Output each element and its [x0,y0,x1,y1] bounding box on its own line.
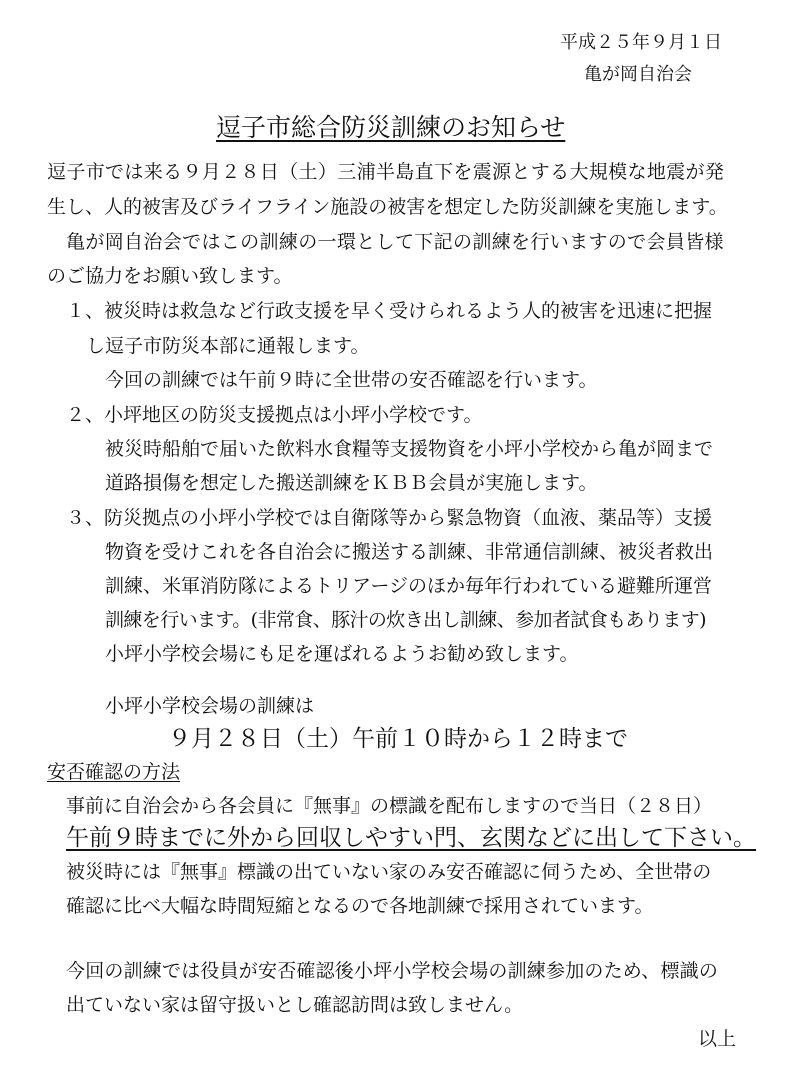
intro-line: 生し、人的被害及びライフライン施設の被害を想定した防災訓練を実施します。 [47,196,728,218]
document-date: 平成２５年９月１日 [560,32,722,53]
item-1-line: し逗子市防災本部に通報します。 [86,335,370,357]
closing-line: 今回の訓練では役員が安否確認後小坪小学校会場の訓練参加のため、標識の [66,960,719,982]
end-mark: 以上 [698,1028,737,1050]
safety-check-line: 被災時には『無事』標識の出ていない家のみ安否確認に伺うため、全世帯の [66,861,712,883]
document-title: 逗子市総合防災訓練のお知らせ [216,113,566,142]
safety-check-line: 確認に比べ大幅な時間短縮となるので各地訓練で採用されています。 [66,895,654,917]
item-3-line: 訓練を行います。(非常食、豚汁の炊き出し訓練、参加者試食もあります) [105,609,706,631]
item-3-line: 物資を受けこれを各自治会に搬送する訓練、非常通信訓練、被災者救出 [105,541,714,563]
item-1-line: １、被災時は救急など行政支援を早く受けられるよう人的被害を迅速に把握 [66,300,713,322]
item-3-line: 訓練、米軍消防隊によるトリアージのほか毎年行われている避難所運営 [105,575,713,597]
item-3-line: ３、防災拠点の小坪小学校では自衛隊等から緊急物資（血液、薬品等）支援 [66,507,713,529]
intro-line: 逗子市では来る９月２８日（土）三浦半島直下を震源とする大規模な地震が発 [47,161,725,183]
intro-line: のご協力をお願い致します。 [47,265,293,287]
venue-label: 小坪小学校会場の訓練は [105,695,315,717]
item-2-line: ２、小坪地区の防災支援拠点は小坪小学校です。 [66,404,483,426]
safety-check-emphasis: 午前９時までに外から回収しやすい門、玄関などに出して下さい。 [66,825,756,851]
safety-check-heading: 安否確認の方法 [47,761,181,783]
item-1-line: 今回の訓練では午前９時に全世帯の安否確認を行います。 [105,369,598,391]
issuing-organization: 亀が岡自治会 [584,64,692,85]
intro-line: 亀が岡自治会ではこの訓練の一環として下記の訓練を行いますので会員皆様 [66,231,724,253]
venue-schedule: ９月２８日（土）午前１０時から１２時まで [168,726,628,752]
item-3-line: 小坪小学校会場にも足を運ばれるようお勧め致します。 [105,643,579,665]
safety-check-line: 事前に自治会から各会員に『無事』の標識を配布しますので当日（２８日） [66,795,713,817]
item-2-line: 道路損傷を想定した搬送訓練をＫＢＢ会員が実施します。 [105,472,598,494]
closing-line: 出ていない家は留守扱いとし確認訪問は致しません。 [66,994,524,1016]
item-2-line: 被災時船舶で届いた飲料水食糧等支援物資を小坪小学校から亀が岡まで [105,438,714,460]
